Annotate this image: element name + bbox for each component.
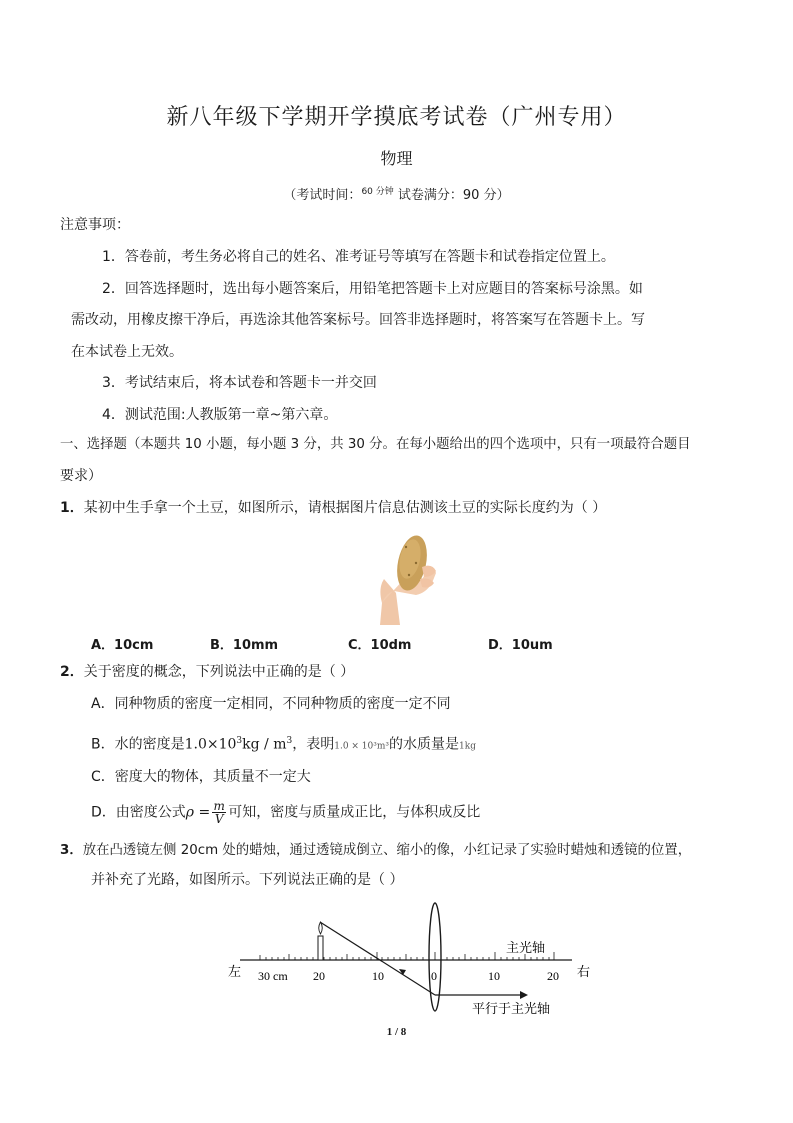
section-1-heading-line-2: 要求） <box>60 468 102 484</box>
question-1-number: 1． <box>60 500 84 516</box>
exam-info-suffix: 试卷满分：90 分） <box>393 188 510 203</box>
question-3-stem-line-1: 放在凸透镜左侧 20cm 处的蜡烛，通过透镜成倒立、缩小的像，小红记录了实验时蜡烛和透镜的位置， <box>82 843 692 858</box>
question-1-option-c: C．10dm <box>348 638 412 653</box>
notes-heading: 注意事项： <box>60 217 130 233</box>
option-b-prefix: B．水的密度是 <box>91 736 185 753</box>
question-2-option-b <box>91 731 476 757</box>
density-formula-fraction <box>212 800 226 825</box>
formula-numerator: m <box>213 799 225 813</box>
exam-info <box>0 184 793 203</box>
parallel-label: 平行于主光轴 <box>472 1001 551 1016</box>
tick-label-20-left: 20 <box>313 969 325 983</box>
tick-label-10-left: 10 <box>372 969 384 983</box>
density-exponent: 3 <box>236 736 243 746</box>
ray-arrowhead <box>399 969 406 975</box>
question-1-stem: 某初中生手拿一个土豆，如图所示，请根据图片信息估测该土豆的实际长度约为（ ） <box>83 500 607 516</box>
question-2-option-d <box>91 800 480 825</box>
question-2-stem: 关于密度的概念，下列说法中正确的是（ ） <box>83 664 355 680</box>
question-2-option-a: A．同种物质的密度一定相同，不同种物质的密度一定不同 <box>91 696 451 712</box>
lens-diagram <box>220 900 600 1025</box>
volume-value: 1.0 × 10³m³ <box>334 741 390 752</box>
page-number: 1 / 8 <box>386 1026 407 1038</box>
tick-label-30cm: 30 cm <box>258 969 288 983</box>
exam-time: 60 分钟 <box>361 187 394 197</box>
density-unit-exponent: 3 <box>286 736 293 746</box>
tick-label-0: 0 <box>431 969 437 983</box>
section-1-heading-line-1: 一、选择题（本题共 10 小题，每小题 3 分，共 30 分。在每小题给出的四个选项中，只有一项最符合题目 <box>60 437 691 452</box>
question-3-line-1 <box>60 841 691 861</box>
candle <box>318 936 323 960</box>
notes-item-1: 1．答卷前，考生务必将自己的姓名、准考证号等填写在答题卡和试卷指定位置上。 <box>102 249 615 265</box>
parallel-ray-arrowhead <box>520 991 528 999</box>
notes-item-2-line-3: 在本试卷上无效。 <box>71 344 183 360</box>
option-d-prefix: D．由密度公式 <box>91 804 186 821</box>
density-value: 1.0×10 <box>184 736 237 753</box>
tick-label-10-right: 10 <box>488 969 500 983</box>
option-d-suffix: 可知，密度与质量成正比，与体积成反比 <box>228 804 481 821</box>
question-2 <box>60 662 354 682</box>
question-1-option-b: B．10mm <box>210 638 279 653</box>
tick-label-20-right: 20 <box>547 969 559 983</box>
question-1-option-a: A．10cm <box>91 638 154 653</box>
mass-value: 1kg <box>459 741 476 752</box>
exam-info-prefix: （考试时间： <box>283 188 362 203</box>
notes-item-2-line-1: 2．回答选择题时，选出每小题答案后，用铅笔把答题卡上对应题目的答案标号涂黑。如 <box>102 281 643 297</box>
notes-item-2-line-2: 需改动，用橡皮擦干净后，再选涂其他答案标号。回答非选择题时，将答案写在答题卡上。写 <box>71 312 645 328</box>
option-b-mid: ，表明 <box>292 736 335 753</box>
question-2-number: 2． <box>60 664 84 680</box>
rho-symbol: ρ = <box>185 804 211 821</box>
left-label: 左 <box>228 964 242 979</box>
density-unit: kg / m <box>242 736 287 753</box>
page-title: 新八年级下学期开学摸底考试卷（广州专用） <box>166 105 627 130</box>
potato-in-hand-image <box>376 533 440 625</box>
subject-title: 物理 <box>380 149 413 168</box>
question-3-line-2: 并补充了光路，如图所示。下列说法正确的是（ ） <box>91 872 404 888</box>
notes-item-4: 4．测试范围:人教版第一章~第六章。 <box>102 407 338 423</box>
question-3-number: 3． <box>60 843 83 858</box>
question-1 <box>60 498 606 518</box>
principal-axis-label: 主光轴 <box>506 940 546 955</box>
notes-item-3: 3．考试结束后，将本试卷和答题卡一并交回 <box>102 375 377 391</box>
question-1-option-d: D．10um <box>488 638 553 653</box>
formula-denominator: V <box>214 812 224 826</box>
right-label: 右 <box>577 964 591 979</box>
option-b-mid-2: 的水质量是 <box>389 736 460 753</box>
light-ray-through-center <box>320 922 435 995</box>
question-2-option-c: C．密度大的物体，其质量不一定大 <box>91 769 311 785</box>
